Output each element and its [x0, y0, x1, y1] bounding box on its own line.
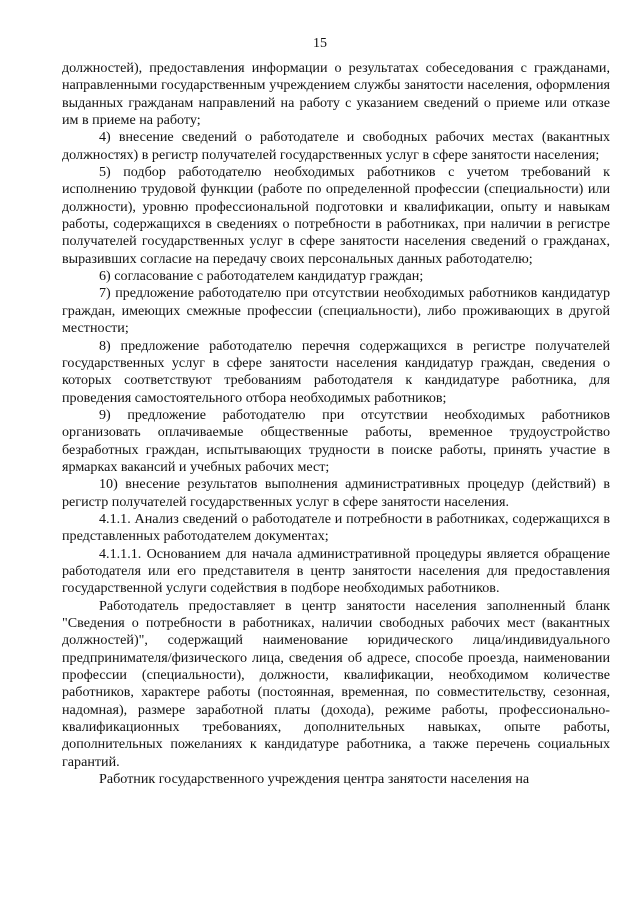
section-4-1-1-1: 4.1.1.1. Основанием для начала административной процедуры является обращение работодателя или его представителя в центр занятости населения для предоставления государственной услуги содействия в подборе необходимых работников. — [62, 545, 610, 597]
list-item-10: 10) внесение результатов выполнения административных процедур (действий) в регистр получателей государственных услуг в сфере занятости населения. — [62, 476, 610, 510]
document-body — [62, 60, 610, 788]
list-item-5: 5) подбор работодателю необходимых работников с учетом требований к исполнению трудовой функции (работе по определенной профессии (специальности) или должности), уровню профессиональной подготовки и квалификации, опыту и навыкам работы, содержащихся в сведениях о потребности в работниках, при наличии в регистре получателей государственных услуг в сфере занятости населения сведений о гражданах, выразивших согласие на передачу своих персональных данных работодателю; — [62, 164, 610, 267]
list-item-8: 8) предложение работодателю перечня содержащихся в регистре получателей государственных услуг в сфере занятости населения кандидатур граждан, сведения о которых соответствуют требованиям работодателя к кандидатуре работника, для проведения самостоятельного отбора необходимых работников; — [62, 337, 610, 406]
list-item-9: 9) предложение работодателю при отсутствии необходимых работников организовать оплачиваемые общественные работы, временное трудоустройство безработных граждан, испытывающих трудности в поиске работы, принять участие в ярмарках вакансий и учебных рабочих мест; — [62, 406, 610, 475]
section-4-1-1: 4.1.1. Анализ сведений о работодателе и потребности в работниках, содержащихся в представленных работодателем документах; — [62, 510, 610, 545]
page-number: 15 — [313, 36, 327, 51]
list-item-4: 4) внесение сведений о работодателе и свободных рабочих местах (вакантных должностях) в регистр получателей государственных услуг в сфере занятости населения; — [62, 129, 610, 163]
employee-paragraph: Работник государственного учреждения центра занятости населения на — [99, 771, 530, 788]
list-item-7: 7) предложение работодателю при отсутствии необходимых работников кандидатур граждан, имеющих смежные профессии (специальности), либо проживающих в другой местности; — [62, 285, 610, 337]
paragraph-continuation: должностей), предоставления информации о результатах собеседования с гражданами, направленными государственным учреждением службы занятости населения, оформления выданных гражданам направлений на работу с указанием сведений о приеме или отказе им в приеме на работу; — [62, 60, 610, 129]
list-item-6: 6) согласование с работодателем кандидатур граждан; — [99, 268, 424, 285]
employer-form-paragraph: Работодатель предоставляет в центр занятости населения заполненный бланк "Сведения о потребности в работниках, наличии свободных рабочих мест (вакантных должностей)", содержащий наименование юридического лица/индивидуального предпринимателя/физического лица, сведения об адресе, способе проезда, наименовании профессии (специальности), должности, квалификации, необходимом количестве работников, характере работы (постоянная, временная, по совместительству, сезонная, надомная), размере заработной платы (дохода), режиме работы, профессионально-квалификационных требованиях, дополнительных навыках, опыте работы, дополнительных пожеланиях к кандидатуре работника, а также перечень социальных гарантий. — [62, 597, 610, 770]
